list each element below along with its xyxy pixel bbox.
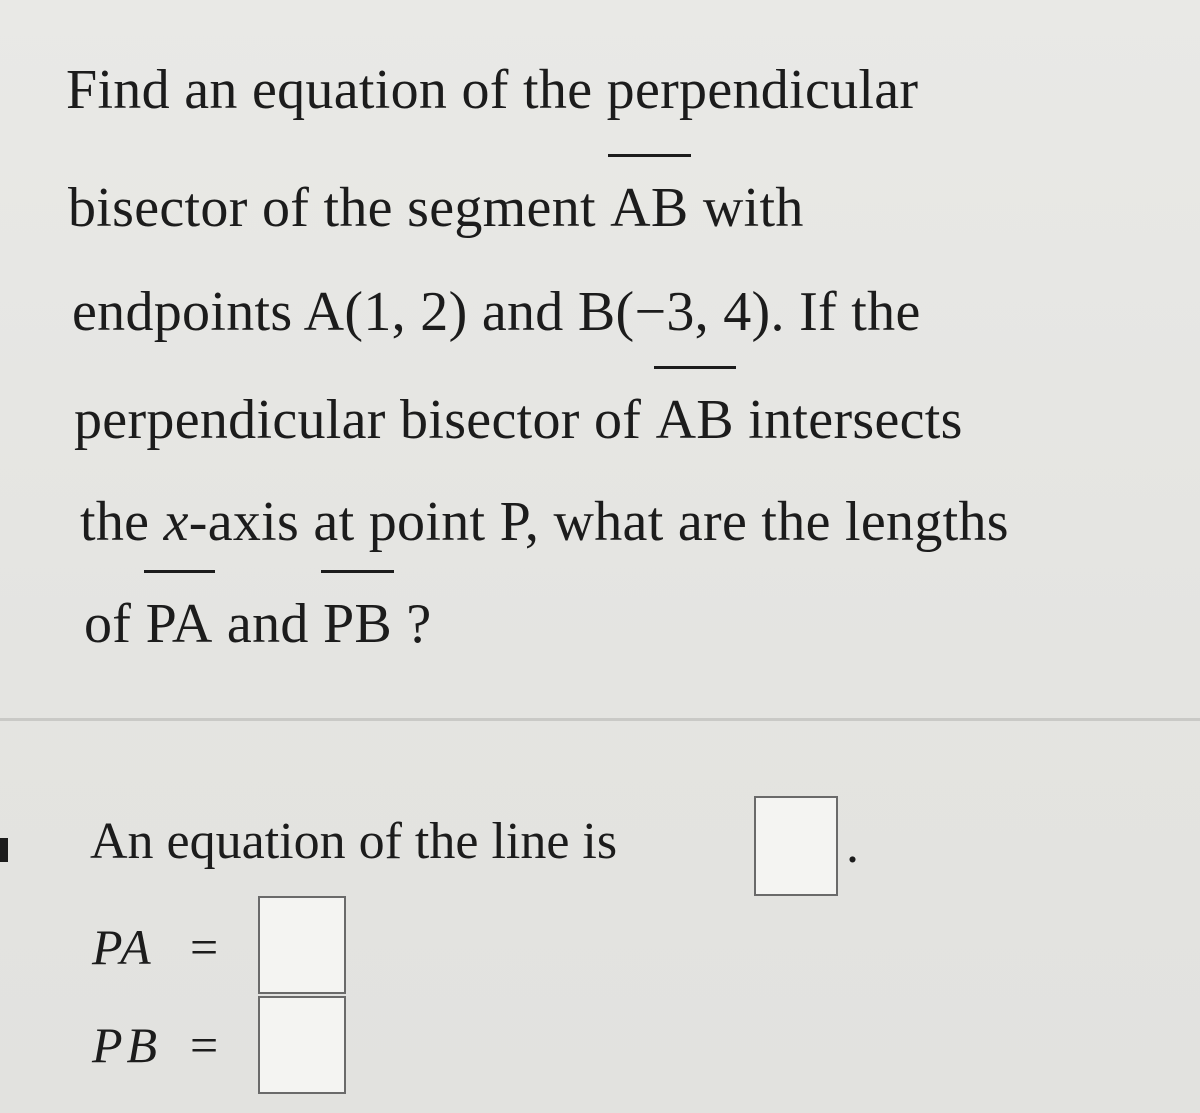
segment-pb: PB: [322, 593, 393, 655]
question-line-3: [72, 281, 921, 343]
question-line-6-mid: and: [212, 593, 323, 655]
question-line-3-text: endpoints A(1, 2) and B(−3, 4). If the: [72, 281, 921, 343]
answer-area: [0, 730, 1200, 1113]
question-line-1: [66, 59, 919, 121]
question-line-4-post: intersects: [733, 389, 963, 451]
pa-label: PA: [92, 919, 155, 975]
pb-answer-box[interactable]: [258, 996, 346, 1094]
segment-pa: PA: [145, 593, 213, 655]
question-line-2: [68, 177, 804, 239]
question-line-5: [80, 491, 1009, 553]
pa-equals: =: [190, 919, 219, 975]
question-line-4: [74, 389, 963, 451]
equation-period: .: [846, 817, 859, 874]
question-line-2-post: with: [688, 177, 804, 239]
pa-answer-box[interactable]: [258, 896, 346, 994]
variable-x: x: [163, 491, 189, 553]
question-line-1-text: Find an equation of the perpendicular: [66, 59, 919, 121]
equation-answer-box[interactable]: [754, 796, 838, 896]
question-line-6: [84, 593, 432, 655]
pb-label: PB: [92, 1017, 162, 1073]
question-line-5-post: -axis at point P, what are the lengths: [188, 491, 1009, 553]
question-line-6-pre: of: [84, 593, 146, 655]
segment-ab: AB: [655, 389, 734, 451]
question-line-6-post: ?: [392, 593, 432, 655]
segment-ab: AB: [610, 177, 689, 239]
question-line-4-pre: perpendicular bisector of: [74, 389, 656, 451]
question-line-5-pre: the: [80, 491, 164, 553]
section-divider: [0, 718, 1200, 721]
pb-equals: =: [190, 1017, 219, 1073]
equation-label: An equation of the line is: [90, 813, 618, 870]
question-line-2-pre: bisector of the segment: [68, 177, 611, 239]
